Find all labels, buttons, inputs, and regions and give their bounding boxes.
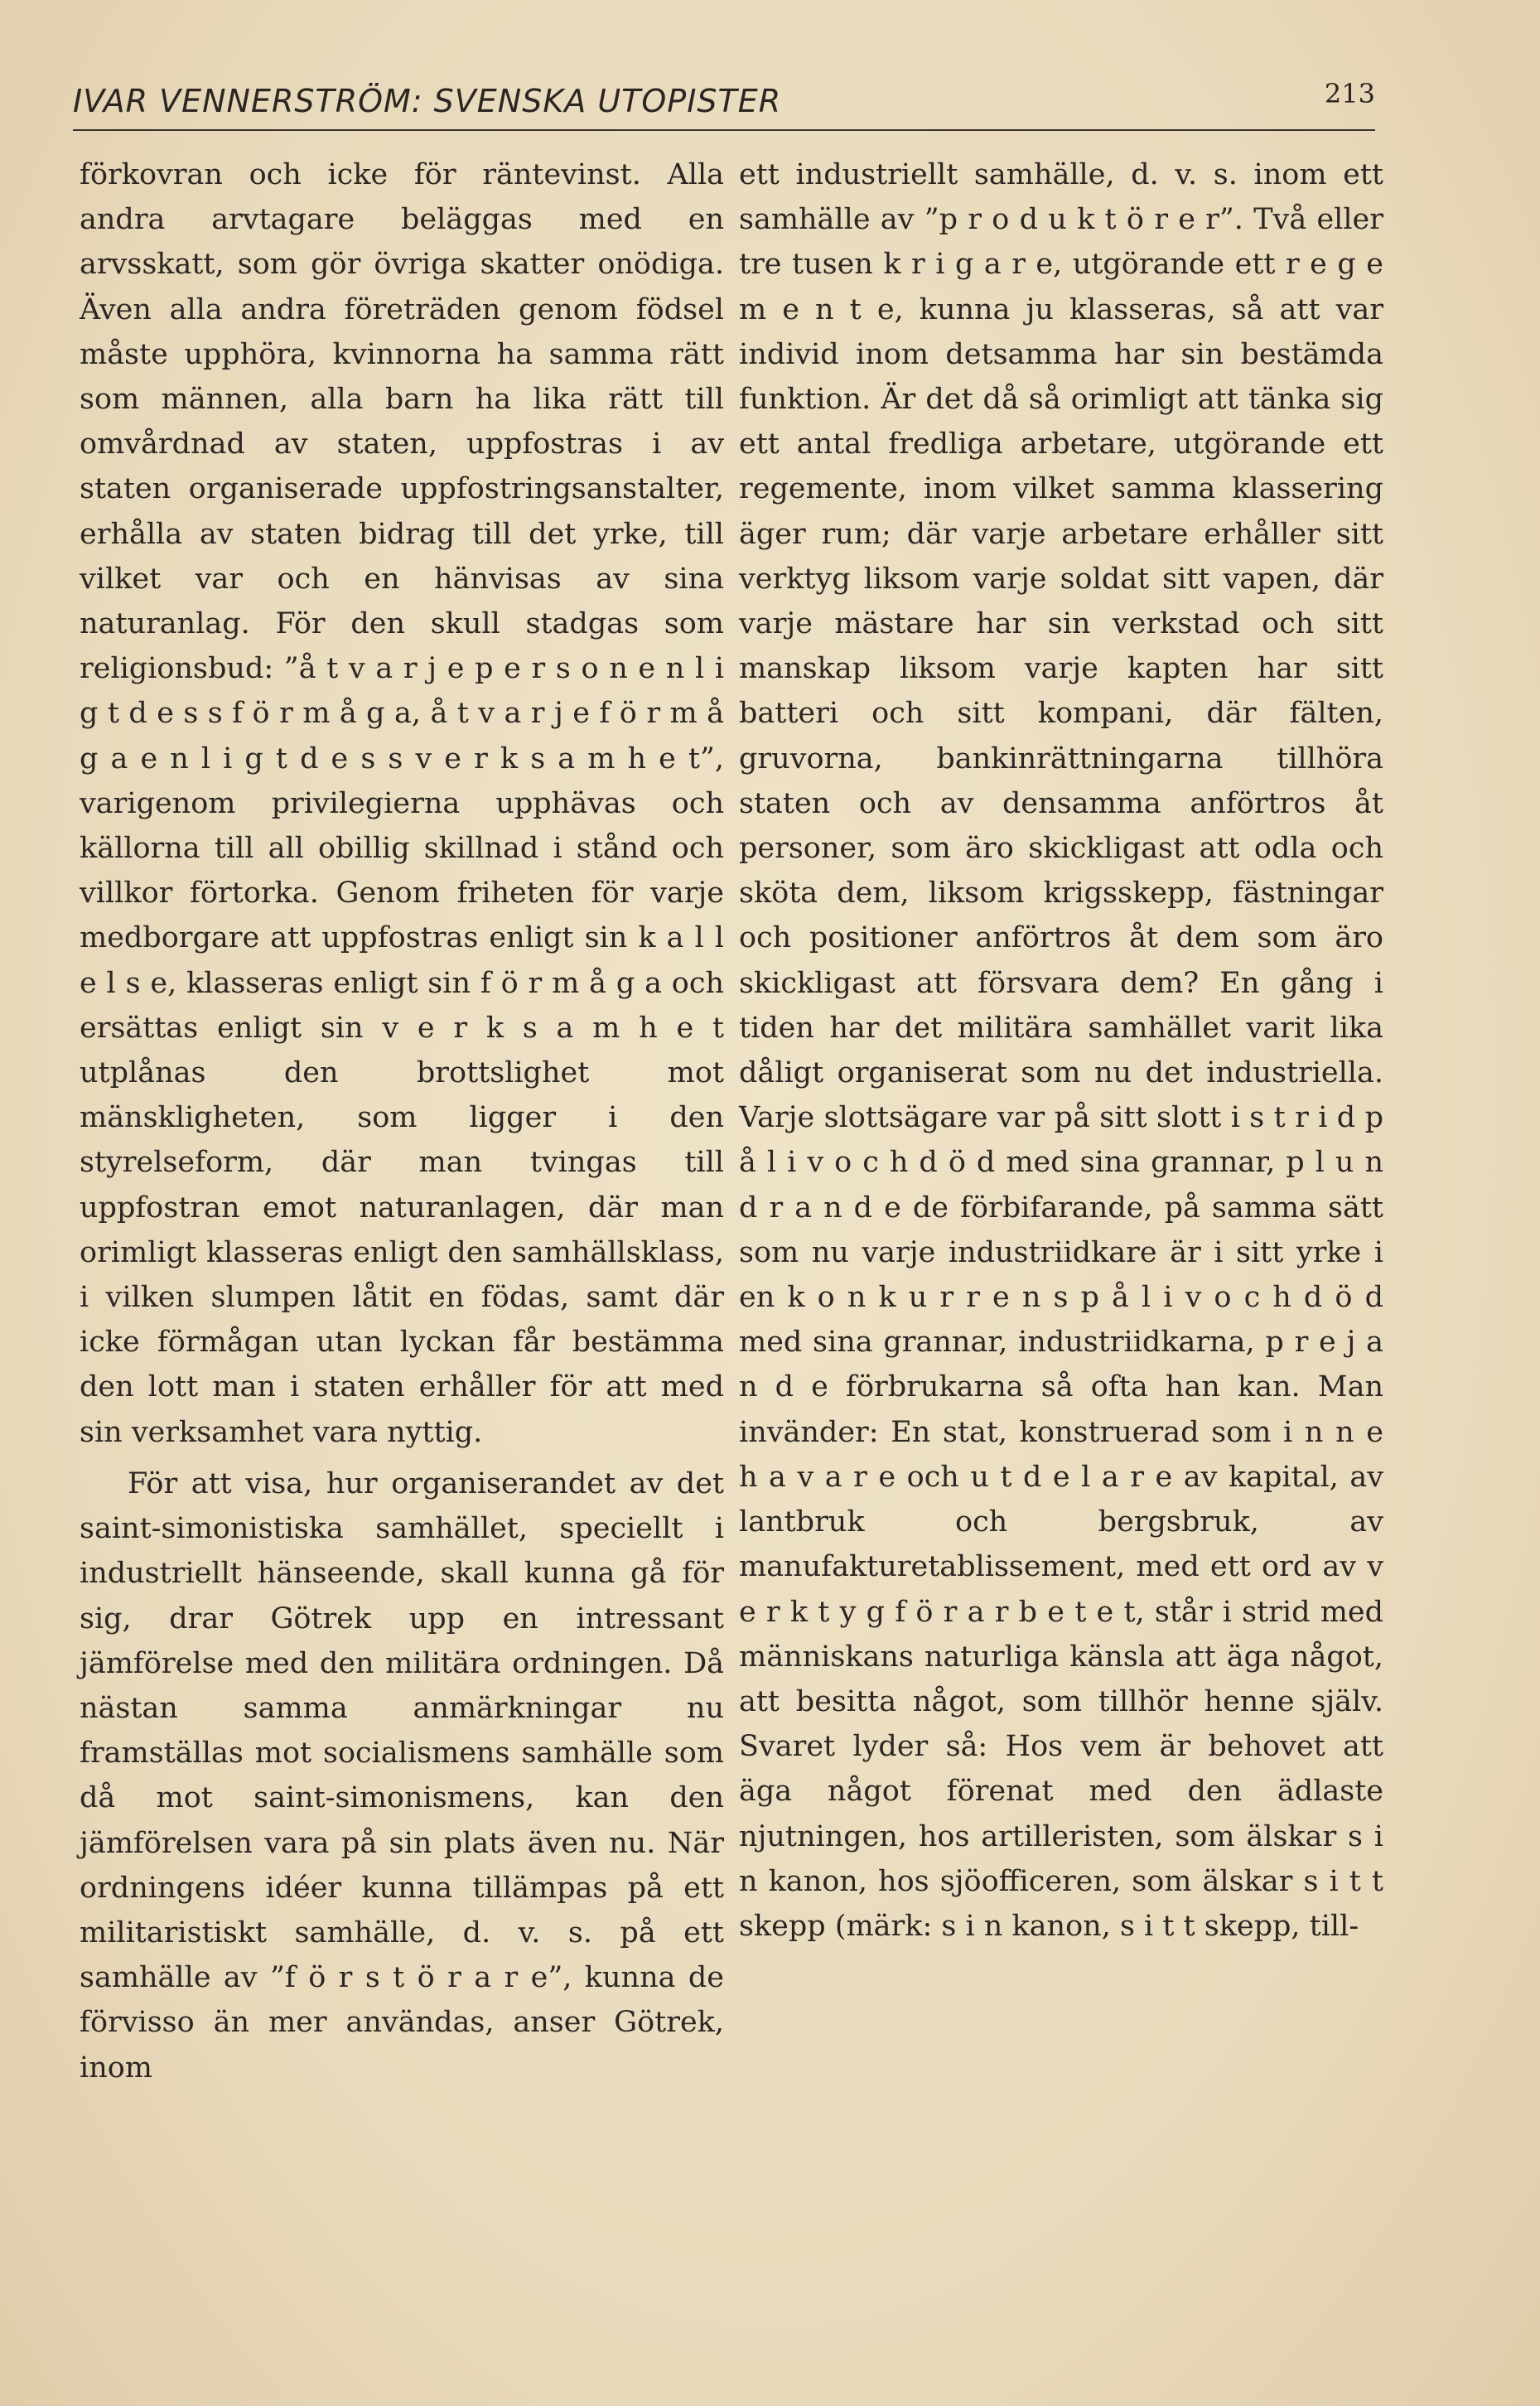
left-paragraph-2: För att visa, hur organiserandet av det saint-simonistiska samhället, speciellt i industriellt hänseende, skall kunna gå för sig, drar Götrek upp en intressant jämförelse med den militära ordningen. Då nästan samma anmärkningar nu framställas mot socialismens samhälle som då mot saint-simonismens, kan den jämförelsen vara på sin plats även nu. När ordningens idéer kunna tillämpas på ett militaristiskt samhälle, d. v. s. på ett samhälle av ”f ö r s t ö r a r e”, kunna de förvisso än mer användas, anser Götrek, inom (80, 1466, 724, 2085)
page-header (73, 76, 1375, 134)
left-column (80, 152, 724, 2090)
right-column (739, 152, 1383, 1949)
running-title: IVAR VENNERSTRÖM: SVENSKA UTOPISTER (73, 83, 782, 119)
page-number: 213 (1324, 78, 1375, 109)
left-paragraph-1: förkovran och icke för räntevinst. Alla andra arvtagare beläggas med en arvsskatt, som gör övriga skatter onödiga. Även alla andra företräden genom födsel måste upphöra, kvinnorna ha samma rätt som männen, alla barn ha lika rätt till omvårdnad av staten, uppfostras i av staten organiserade uppfostringsanstalter, erhålla av staten bidrag till det yrke, till vilket var och en hänvisas av sina naturanlag. För den skull stadgas som religionsbud: ”å t v a r j e p e r s o n e n l i g t d e s s f ö r m å g a, å t v a r j e f ö r m å g a e n l i g t d e s s v e r k s a m h e t”, varigenom privilegierna upphävas och källorna till all obillig skillnad i stånd och villkor förtorka. Genom friheten för varje medborgare att uppfostras enligt sin k a l l e l s e, klasseras enligt sin f ö r m å g a och ersättas enligt sin v e r k s a m h e t utplånas den brottslighet mot mänskligheten, som ligger i den styrelseform, där man tvingas till uppfostran emot naturanlagen, där man orimligt klasseras enligt den samhällsklass, i vilken slumpen låtit en födas, samt där icke förmågan utan lyckan får bestämma den lott man i staten erhåller för att med sin verksamhet vara nyttig. (80, 158, 724, 1449)
header-rule (73, 129, 1375, 131)
right-paragraph-1: ett industriellt samhälle, d. v. s. inom ett samhälle av ”p r o d u k t ö r e r”. Två eller tre tusen k r i g a r e, utgörande ett r e g e m e n t e, kunna ju klasseras, så att var individ inom detsamma har sin bestämda funktion. Är det då så orimligt att tänka sig ett antal fredliga arbetare, utgörande ett regemente, inom vilket samma klassering äger rum; där varje arbetare erhåller sitt verktyg liksom varje soldat sitt vapen, där varje mästare har sin verkstad och sitt manskap liksom varje kapten har sitt batteri och sitt kompani, där fälten, gruvorna, bankinrättningarna tillhöra staten och av densamma anförtros åt personer, som äro skickligast att odla och sköta dem, liksom krigsskepp, fästningar och positioner anförtros åt dem som äro skickligast att försvara dem? En gång i tiden har det militära samhället varit lika dåligt organiserat som nu det industriella. Varje slottsägare var på sitt slott i s t r i d p å l i v o c h d ö d med sina grannar, p l u n d r a n d e de förbifarande, på samma sätt som nu varje industriidkare är i sitt yrke i en k o n k u r r e n s p å l i v o c h d ö d med sina grannar, industriidkarna, p r e j a n d e förbrukarna så ofta han kan. Man invänder: En stat, konstruerad som i n n e h a v a r e och u t d e l a r e av kapital, av lantbruk och bergsbruk, av manufakturetablissement, med ett ord av v e r k t y g f ö r a r b e t e t, står i strid med människans naturliga känsla att äga något, att besitta något, som tillhör henne själv. Svaret lyder så: Hos vem är behovet att äga något förenat med den ädlaste njutningen, hos artilleristen, som älskar s i n kanon, hos sjöofficeren, som älskar s i t t skepp (märk: s i n kanon, s i t t skepp, till- (739, 158, 1383, 1943)
